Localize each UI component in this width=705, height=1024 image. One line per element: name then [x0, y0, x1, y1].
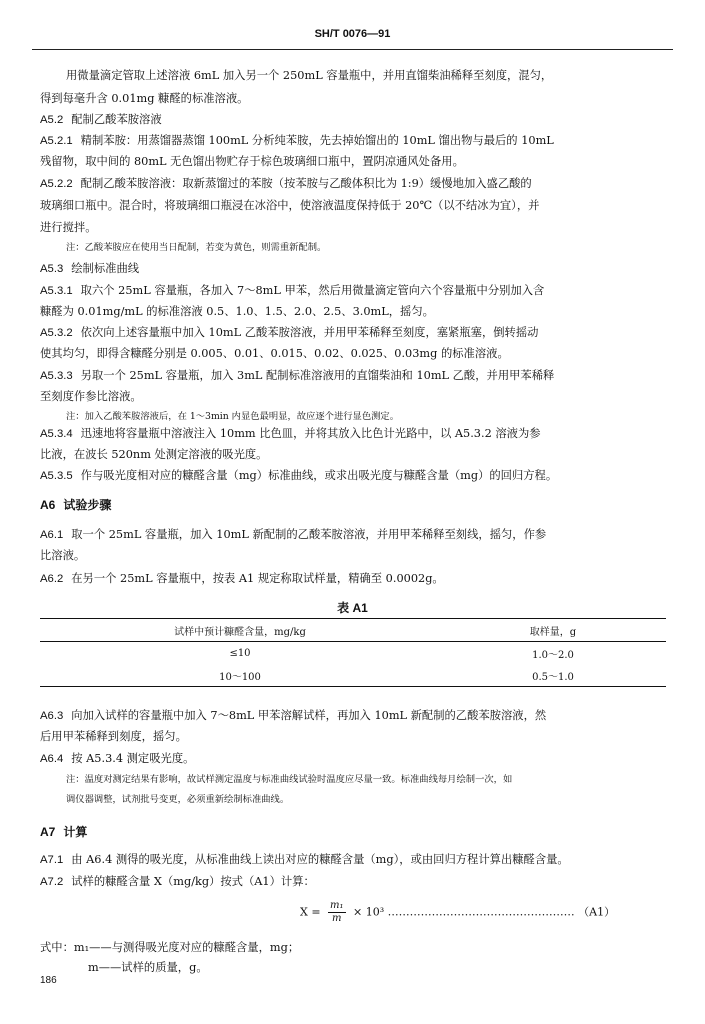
standard-code-header: SH/T 0076—91: [314, 28, 391, 40]
clause-number: A5.3.3: [40, 370, 73, 382]
clause-number: A6.2: [40, 573, 64, 585]
table-cell: 0.5～1.0: [440, 664, 666, 687]
table-caption: 表 A1: [337, 601, 368, 615]
line-text: 作与吸光度相对应的糠醛含量（mg）标准曲线，或求出吸光度与糠醛含量（mg）的回归方程。: [80, 469, 558, 482]
line-text: 精制苯胺：用蒸馏器蒸馏 100mL 分析纯苯胺，先去掉始馏出的 10mL 馏出物与最后的 10mL: [80, 134, 554, 147]
text-line: [40, 426, 541, 442]
line-text: 依次向上述容量瓶中加入 10mL 乙酸苯胺溶液，并用甲苯稀释至刻度，塞紧瓶塞，倒转摇动: [80, 326, 539, 339]
clause-number: A6.3: [40, 710, 64, 722]
text-line: [40, 729, 187, 744]
line-text: 调仪器调整，试剂批号变更，必须重新绘制标准曲线。: [66, 794, 290, 805]
line-text: 至刻度作参比溶液。: [40, 390, 142, 403]
text-line: [40, 325, 538, 341]
text-line: [66, 68, 552, 83]
text-line: [40, 112, 162, 128]
page-number: 186: [40, 975, 57, 986]
text-line: [88, 960, 208, 975]
line-text: m——试样的质量，g。: [88, 961, 208, 974]
line-text: 在另一个 25mL 容量瓶中，按表 A1 规定称取试样量，精确至 0.0002g。: [71, 572, 444, 585]
line-text: 使其均匀，即得含糠醛分别是 0.005、0.01、0.015、0.02、0.025、0.03mg 的标准溶液。: [40, 347, 509, 360]
line-text: 残留物，取中间的 80mL 无色馏出物贮存于棕色玻璃细口瓶中，置阴凉通风处备用。: [40, 155, 464, 168]
clause-number: A5.3.4: [40, 428, 73, 440]
text-line: [40, 198, 539, 213]
clause-number: A5.2.1: [40, 135, 73, 147]
clause-number: A5.2: [40, 114, 64, 126]
formula-fraction: [328, 900, 346, 925]
table-header-cell: 试样中预计糠醛含量，mg/kg: [40, 619, 440, 642]
formula-leader: ……………………………………………: [387, 905, 575, 919]
clause-number: A5.3.5: [40, 470, 73, 482]
table-header-cell: 取样量，g: [440, 619, 666, 642]
clause-number: A5.3: [40, 263, 64, 275]
table-row: [40, 664, 666, 687]
clause-number: A7: [40, 825, 56, 839]
text-line: [40, 852, 569, 868]
text-line: [40, 304, 434, 319]
line-text: 糠醛为 0.01mg/mL 的标准溶液 0.5、1.0、1.5、2.0、2.5、3.0mL，摇匀。: [40, 305, 434, 318]
clause-number: A5.3.2: [40, 327, 73, 339]
line-text: 取一个 25mL 容量瓶，加入 10mL 新配制的乙酸苯胺溶液，并用甲苯稀释至刻线，摇匀，作参: [71, 528, 547, 541]
text-line: [40, 527, 546, 543]
line-text: 试验步骤: [63, 498, 112, 512]
line-text: 得到每毫升含 0.01mg 糠醛的标准溶液。: [40, 92, 249, 105]
table-cell: ≤10: [229, 647, 251, 659]
line-text: 由 A6.4 测得的吸光度，从标准曲线上读出对应的糠醛含量（mg），或由回归方程计算出糠醛含量。: [71, 853, 569, 866]
clause-number: A5.2.2: [40, 178, 73, 190]
text-line: [40, 261, 139, 277]
text-line: [40, 176, 532, 192]
note-line: [66, 772, 512, 787]
table-header-row: [40, 619, 666, 642]
line-text: 按 A5.3.4 测定吸光度。: [71, 752, 195, 765]
line-text: 取六个 25mL 容量瓶，各加入 7～8mL 甲苯，然后用微量滴定管向六个容量瓶中分别加入含: [80, 284, 545, 297]
table-cell: 10～100: [40, 664, 440, 687]
text-line: [40, 708, 546, 724]
section-heading: [40, 498, 111, 513]
text-line: [40, 940, 299, 955]
text-line: [40, 283, 544, 299]
formula-label: （A1）: [578, 905, 616, 919]
clause-number: A6.4: [40, 753, 64, 765]
sampling-table: [40, 618, 666, 687]
note-line: [66, 240, 326, 255]
text-line: [40, 751, 194, 767]
line-text: 向加入试样的容量瓶中加入 7～8mL 甲苯溶解试样，再加入 10mL 新配制的乙酸苯胺溶液，然: [71, 709, 547, 722]
line-text: 配制乙酸苯胺溶液：取新蒸馏过的苯胺（按苯胺与乙酸体积比为 1:9）缓慢地加入盛乙酸的: [80, 177, 532, 190]
section-heading: [40, 825, 87, 840]
clause-number: A6: [40, 498, 56, 512]
note-line: [66, 409, 399, 424]
line-text: 另取一个 25mL 容量瓶，加入 3mL 配制标准溶液用的直馏柴油和 10mL 乙酸，并用甲苯稀释: [80, 369, 555, 382]
note-line: [66, 792, 289, 807]
line-text: 计算: [63, 825, 88, 839]
line-text: 式中：m₁——与测得吸光度对应的糠醛含量，mg；: [40, 941, 300, 954]
line-text: 配制乙酸苯胺溶液: [71, 113, 162, 126]
clause-number: A7.2: [40, 876, 64, 888]
line-text: 玻璃细口瓶中。混合时，将玻璃细口瓶浸在冰浴中，使溶液温度保持低于 20℃（以不结冰为宜），并: [40, 199, 540, 212]
text-line: [40, 468, 557, 484]
line-text: 后用甲苯稀释到刻度，摇匀。: [40, 730, 187, 743]
text-line: [40, 91, 248, 106]
clause-number: A7.1: [40, 854, 64, 866]
text-line: [40, 548, 85, 563]
formula-lhs: X =: [300, 905, 321, 919]
text-line: [40, 874, 315, 890]
line-text: 注：加入乙酸苯胺溶液后，在 1～3min 内显色最明显，故应逐个进行显色测定。: [66, 411, 400, 422]
line-text: 注：乙酸苯胺应在使用当日配制，若变为黄色，则需重新配制。: [66, 242, 327, 253]
line-text: 试样的糠醛含量 X（mg/kg）按式（A1）计算：: [71, 875, 315, 888]
formula-factor: × 10³: [353, 905, 385, 919]
text-line: [40, 220, 97, 235]
line-text: 比液，在波长 520nm 处测定溶液的吸光度。: [40, 448, 268, 461]
table-row: [40, 642, 666, 665]
line-text: 用微量滴定管取上述溶液 6mL 加入另一个 250mL 容量瓶中，并用直馏柴油稀释至刻度，混匀，: [66, 69, 553, 82]
clause-number: A6.1: [40, 529, 64, 541]
formula-a1: [300, 900, 615, 925]
text-line: [40, 368, 554, 384]
clause-number: A5.3.1: [40, 285, 73, 297]
text-line: [40, 571, 444, 587]
table-cell: 1.0～2.0: [532, 649, 574, 661]
text-line: [40, 346, 509, 361]
formula-numerator: m₁: [330, 900, 344, 911]
text-line: [40, 447, 267, 462]
formula-denominator: m: [332, 913, 342, 924]
line-text: 注：温度对测定结果有影响，故试样测定温度与标准曲线试验时温度应尽量一致。标准曲线每月绘制一次，如: [66, 774, 513, 785]
text-line: [40, 133, 554, 149]
line-text: 绘制标准曲线: [71, 262, 140, 275]
line-text: 进行搅拌。: [40, 221, 97, 234]
line-text: 比溶液。: [40, 549, 86, 562]
text-line: [40, 389, 142, 404]
text-line: [40, 154, 464, 169]
header-rule: [32, 49, 673, 50]
line-text: 迅速地将容量瓶中溶液注入 10mm 比色皿，并将其放入比色计光路中，以 A5.3.2 溶液为参: [80, 427, 541, 440]
